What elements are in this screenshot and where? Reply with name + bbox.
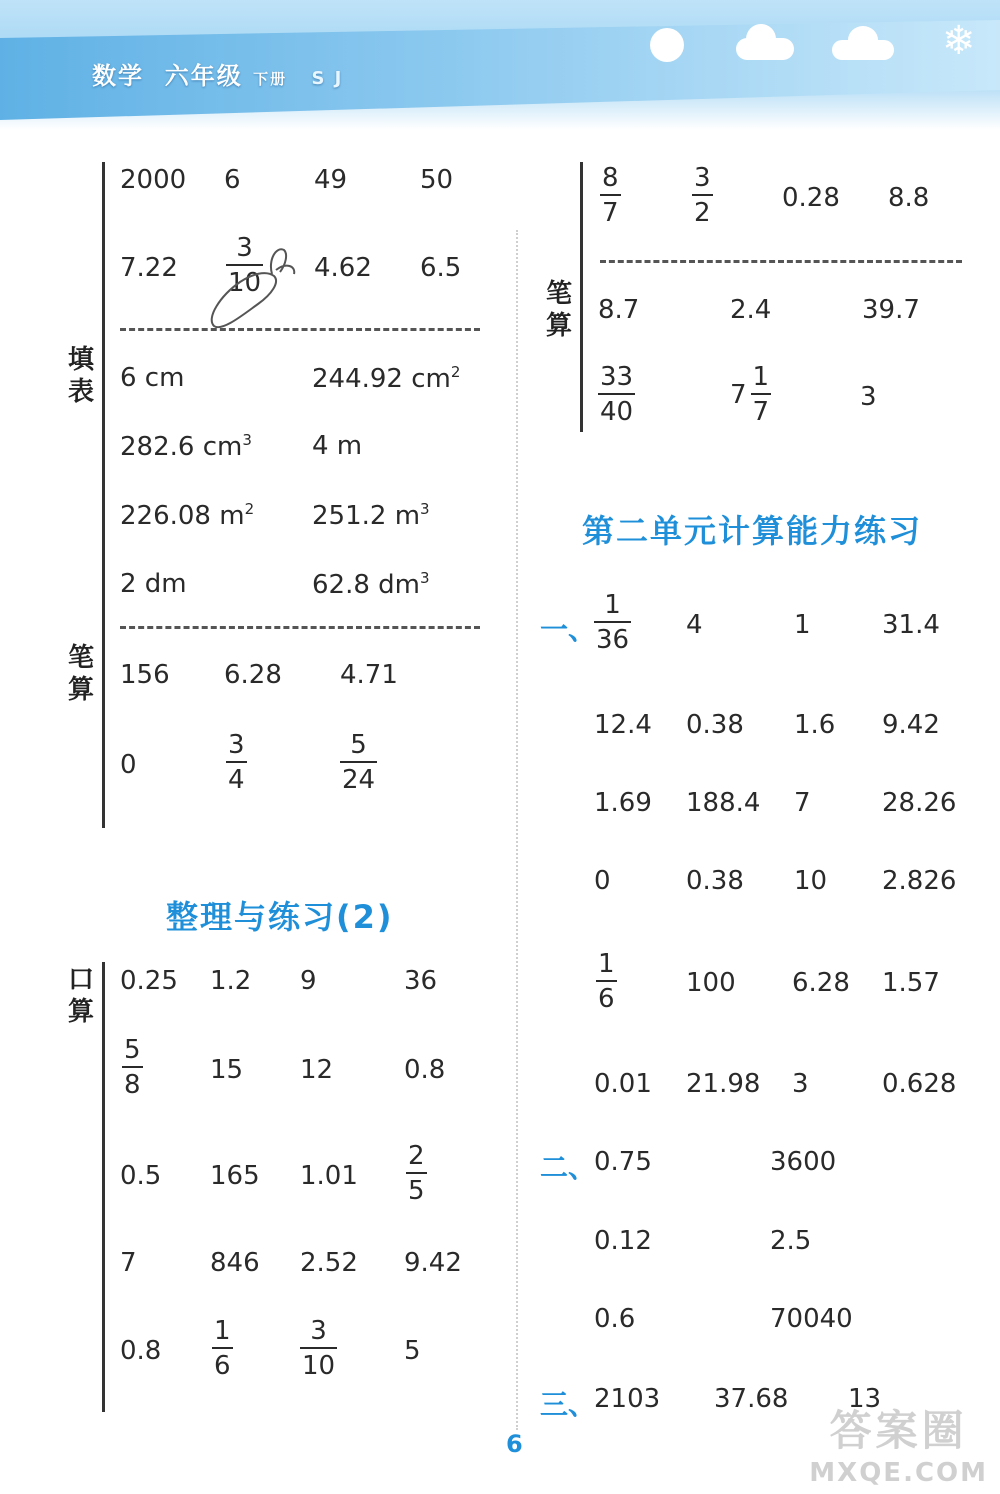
snowflake-icon: ❄	[942, 18, 976, 64]
answer	[120, 433, 252, 460]
denominator: 40	[598, 393, 635, 425]
denominator: 4	[226, 761, 247, 793]
answer: 2.4	[730, 295, 772, 325]
denominator: 10	[300, 1347, 337, 1379]
answer: 1.69	[594, 788, 652, 818]
answer	[312, 502, 430, 529]
answer: 165	[210, 1161, 260, 1191]
carrot-doodle-icon	[200, 234, 300, 334]
answer: 0.6	[594, 1304, 636, 1334]
answer: 3	[860, 382, 877, 412]
answer-bracket	[102, 162, 105, 828]
answer: 9	[300, 966, 317, 996]
section-title: 第二单元计算能力练习	[582, 512, 923, 550]
label-written-calc: 笔算	[545, 279, 572, 341]
answer: 2.826	[882, 866, 957, 896]
answer: 1	[794, 610, 811, 640]
answer: 156	[120, 660, 170, 690]
exponent: 3	[420, 569, 430, 587]
answer: 70040	[770, 1304, 853, 1334]
answer: 0.5	[120, 1161, 162, 1191]
answer: 0.01	[594, 1069, 652, 1099]
answer: 0.12	[594, 1226, 652, 1256]
whole: 7	[730, 379, 747, 410]
answer: 12	[300, 1055, 334, 1085]
denominator: 10	[226, 264, 263, 296]
denominator: 6	[212, 1347, 233, 1379]
answer: 2000	[120, 165, 187, 195]
numerator: 8	[602, 163, 619, 193]
answer: 0.28	[782, 183, 840, 213]
answer: 0.8	[404, 1055, 446, 1085]
answer: 9.42	[404, 1248, 462, 1278]
answer: 2103	[594, 1384, 661, 1414]
answer: 2.5	[770, 1226, 812, 1256]
answer: 846	[210, 1248, 260, 1278]
answer: 3	[792, 1069, 809, 1099]
answer: 1.2	[210, 966, 252, 996]
fraction-answer	[598, 364, 635, 425]
denominator: 24	[340, 761, 377, 793]
fraction-answer	[300, 1318, 337, 1379]
numerator: 33	[600, 362, 634, 392]
fraction-answer	[594, 592, 631, 653]
answer: 13	[848, 1384, 882, 1414]
answer: 9.42	[882, 710, 940, 740]
value: 62.8 dm	[312, 570, 420, 600]
answer: 0.75	[594, 1147, 652, 1177]
answer: 7.22	[120, 253, 178, 283]
answer: 0	[120, 750, 137, 780]
numerator: 5	[124, 1035, 141, 1065]
answer: 36	[404, 966, 438, 996]
grade: 六年级	[164, 62, 243, 90]
answer: 7	[120, 1248, 137, 1278]
fraction-answer	[600, 165, 621, 226]
numerator: 5	[350, 730, 367, 760]
numerator: 1	[214, 1316, 231, 1346]
fraction-answer	[596, 951, 617, 1012]
answer: 37.68	[714, 1384, 789, 1414]
answer: 49	[314, 165, 348, 195]
answer: 6.28	[224, 660, 282, 690]
book-title	[92, 56, 343, 91]
answer: 0.628	[882, 1069, 957, 1099]
subject: 数学	[92, 62, 144, 90]
answer: 3600	[770, 1147, 837, 1177]
answer: 1.01	[300, 1161, 358, 1191]
answer: 0.38	[686, 866, 744, 896]
exponent: 2	[450, 363, 461, 381]
fraction-answer	[406, 1143, 427, 1204]
value: 251.2 m	[312, 501, 421, 531]
answer: 1.57	[882, 968, 940, 998]
header-banner	[0, 0, 1000, 130]
answer: 2 dm	[120, 569, 187, 599]
answer: 0.8	[120, 1336, 162, 1366]
denominator: 36	[594, 621, 631, 653]
label-oral-calc: 口算	[67, 965, 94, 1027]
volume: 下册	[253, 70, 288, 88]
cloud-icon	[832, 40, 894, 60]
exponent: 2	[244, 500, 255, 518]
answer: 21.98	[686, 1069, 761, 1099]
numerator: 1	[604, 590, 621, 620]
answer: 0	[594, 866, 611, 896]
value: 226.08 m	[120, 501, 245, 531]
answer-bracket	[102, 962, 105, 1412]
sun-icon	[650, 28, 684, 62]
value: 282.6 cm	[120, 432, 243, 462]
answer: 6.5	[420, 253, 462, 283]
part-marker: 三、	[540, 1388, 597, 1421]
mixed-number-answer	[730, 364, 771, 425]
answer: 28.26	[882, 788, 957, 818]
answer	[120, 502, 254, 529]
edition: S J	[311, 68, 344, 89]
section-title: 整理与练习(2)	[166, 898, 394, 936]
denominator: 7	[751, 393, 772, 425]
answer-bracket	[580, 162, 583, 432]
answer: 4.62	[314, 253, 372, 283]
answer: 31.4	[882, 610, 940, 640]
answer: 12.4	[594, 710, 652, 740]
answer: 0.25	[120, 966, 178, 996]
part-marker: 一、	[540, 613, 597, 646]
denominator: 7	[600, 194, 621, 226]
answer: 8.8	[888, 183, 930, 213]
answer: 6 cm	[120, 363, 185, 393]
dashed-divider	[120, 328, 480, 331]
fraction	[751, 364, 772, 425]
numerator: 1	[752, 362, 770, 392]
numerator: 3	[694, 163, 711, 193]
answer: 6	[224, 165, 241, 195]
numerator: 3	[228, 730, 245, 760]
label-written-calc: 笔算	[67, 643, 94, 705]
numerator: 1	[598, 949, 615, 979]
value: 244.92 cm	[312, 364, 451, 394]
answer	[312, 365, 460, 392]
answer: 1.6	[794, 710, 836, 740]
fraction-answer	[212, 1318, 233, 1379]
answer: 188.4	[686, 788, 761, 818]
denominator: 5	[406, 1172, 427, 1204]
answer: 15	[210, 1055, 244, 1085]
exponent: 3	[420, 500, 430, 518]
denominator: 8	[122, 1066, 143, 1098]
part-marker: 二、	[540, 1151, 597, 1184]
answer: 4 m	[312, 431, 363, 461]
answer: 8.7	[598, 295, 640, 325]
numerator: 3	[310, 1316, 327, 1346]
answer: 4.71	[340, 660, 398, 690]
dashed-divider	[600, 260, 962, 263]
fraction-answer	[122, 1037, 143, 1098]
dashed-divider	[120, 626, 480, 629]
column-divider	[516, 230, 518, 1430]
denominator: 2	[692, 194, 713, 226]
answer: 2.52	[300, 1248, 358, 1278]
label-fill-table: 填表	[67, 345, 94, 407]
answer: 4	[686, 610, 703, 640]
answer: 6.28	[792, 968, 850, 998]
answer	[312, 571, 430, 598]
watermark	[809, 1398, 988, 1488]
fraction-answer	[340, 732, 377, 793]
numerator: 2	[408, 1141, 425, 1171]
fraction-answer	[226, 732, 247, 793]
answer: 0.38	[686, 710, 744, 740]
numerator: 3	[236, 233, 253, 263]
answer: 5	[404, 1336, 421, 1366]
answer: 7	[794, 788, 811, 818]
denominator: 6	[596, 980, 617, 1012]
watermark-line2: MXQE.COM	[809, 1458, 988, 1488]
answer: 10	[794, 866, 828, 896]
exponent: 3	[242, 431, 252, 449]
answer: 100	[686, 968, 736, 998]
cloud-icon	[736, 38, 794, 60]
fraction-answer	[692, 165, 713, 226]
answer: 39.7	[862, 295, 920, 325]
answer: 50	[420, 165, 454, 195]
watermark-line1: 答案圈	[829, 1406, 968, 1455]
page-number: 6	[506, 1430, 523, 1458]
